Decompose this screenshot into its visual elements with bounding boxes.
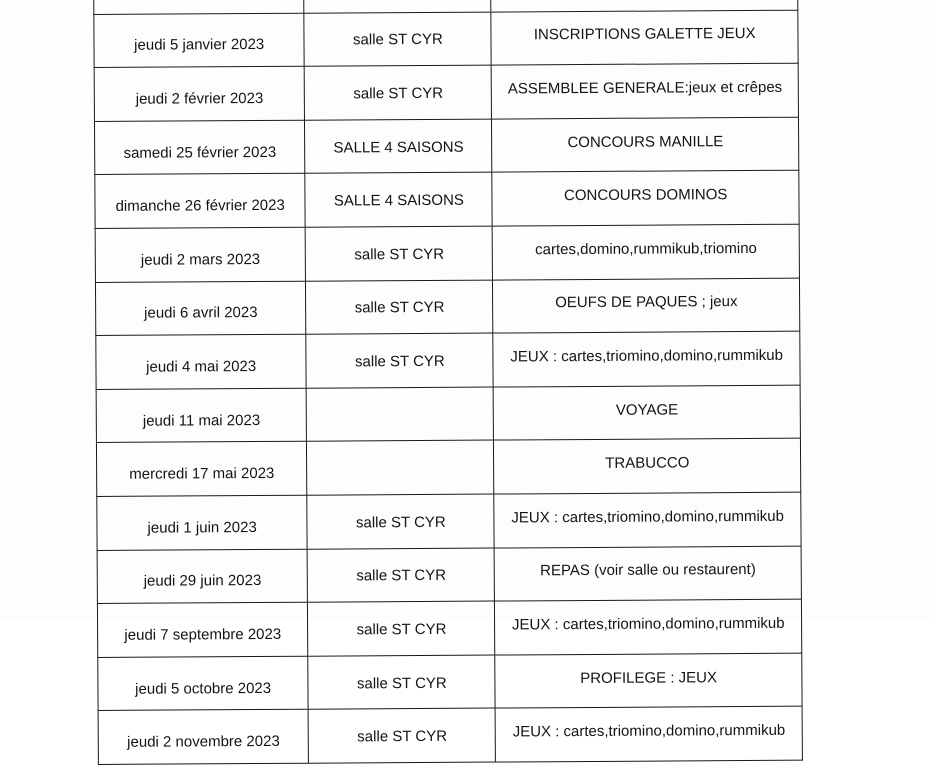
event-cell: OEUFS DE PAQUES ; jeux (493, 278, 800, 333)
table-row (95, 171, 799, 229)
header-date-cell (94, 0, 305, 14)
event-cell: cartes,domino,rummikub,triomino (493, 224, 800, 279)
table-row (97, 546, 801, 604)
table-row (95, 278, 799, 336)
event-cell: CONCOURS DOMINOS (492, 171, 799, 226)
place-cell: salle ST CYR (306, 333, 493, 388)
date-cell: jeudi 2 mars 2023 (95, 227, 306, 282)
place-cell: salle ST CYR (305, 65, 492, 120)
place-cell: salle ST CYR (307, 494, 494, 549)
place-cell: salle ST CYR (308, 708, 495, 763)
date-cell: jeudi 1 juin 2023 (97, 495, 308, 550)
date-cell: jeudi 6 avril 2023 (95, 281, 306, 336)
place-cell: salle ST CYR (304, 12, 491, 67)
table-row (96, 331, 800, 389)
place-cell (307, 440, 494, 495)
place-cell: salle ST CYR (306, 280, 493, 335)
place-cell: salle ST CYR (308, 655, 495, 710)
table-row (95, 224, 799, 282)
date-cell: jeudi 11 mai 2023 (96, 388, 307, 443)
date-cell: mercredi 17 mai 2023 (96, 442, 307, 497)
table-row (97, 599, 801, 657)
place-cell: SALLE 4 SAISONS (305, 172, 492, 227)
table-row (96, 439, 800, 497)
event-cell: VOYAGE (494, 385, 801, 440)
date-cell: jeudi 5 octobre 2023 (98, 656, 309, 711)
table-row (97, 492, 801, 550)
date-cell: jeudi 2 novembre 2023 (98, 710, 309, 765)
event-cell: REPAS (voir salle ou restaurent) (495, 546, 802, 601)
date-cell: samedi 25 février 2023 (94, 120, 305, 175)
event-cell: ASSEMBLEE GENERALE:jeux et crêpes (492, 63, 799, 118)
event-cell: INSCRIPTIONS GALETTE JEUX (491, 10, 798, 65)
event-cell: CONCOURS MANILLE (492, 117, 799, 172)
date-cell: jeudi 4 mai 2023 (96, 334, 307, 389)
place-cell: salle ST CYR (305, 226, 492, 281)
table-row (94, 63, 798, 121)
place-cell: salle ST CYR (308, 601, 495, 656)
date-cell: jeudi 2 février 2023 (94, 66, 305, 121)
table-row (98, 706, 802, 764)
schedule-table (93, 0, 803, 765)
place-cell (306, 387, 493, 442)
place-cell: salle ST CYR (307, 548, 494, 603)
table-row (94, 10, 798, 68)
table-row (94, 117, 798, 175)
table-row (96, 385, 800, 443)
date-cell: jeudi 29 juin 2023 (97, 549, 308, 604)
date-cell: jeudi 7 septembre 2023 (97, 602, 308, 657)
event-cell: PROFILEGE : JEUX (495, 653, 802, 708)
date-cell: jeudi 5 janvier 2023 (94, 13, 305, 68)
date-cell: dimanche 26 février 2023 (95, 174, 306, 229)
event-cell: TRABUCCO (494, 439, 801, 494)
event-cell: JEUX : cartes,triomino,domino,rummikub (495, 599, 802, 654)
place-cell: SALLE 4 SAISONS (305, 119, 492, 174)
event-cell: JEUX : cartes,triomino,domino,rummikub (496, 706, 803, 761)
table-row (98, 653, 802, 711)
event-cell: JEUX : cartes,triomino,domino,rummikub (493, 331, 800, 386)
event-cell: JEUX : cartes,triomino,domino,rummikub (494, 492, 801, 547)
